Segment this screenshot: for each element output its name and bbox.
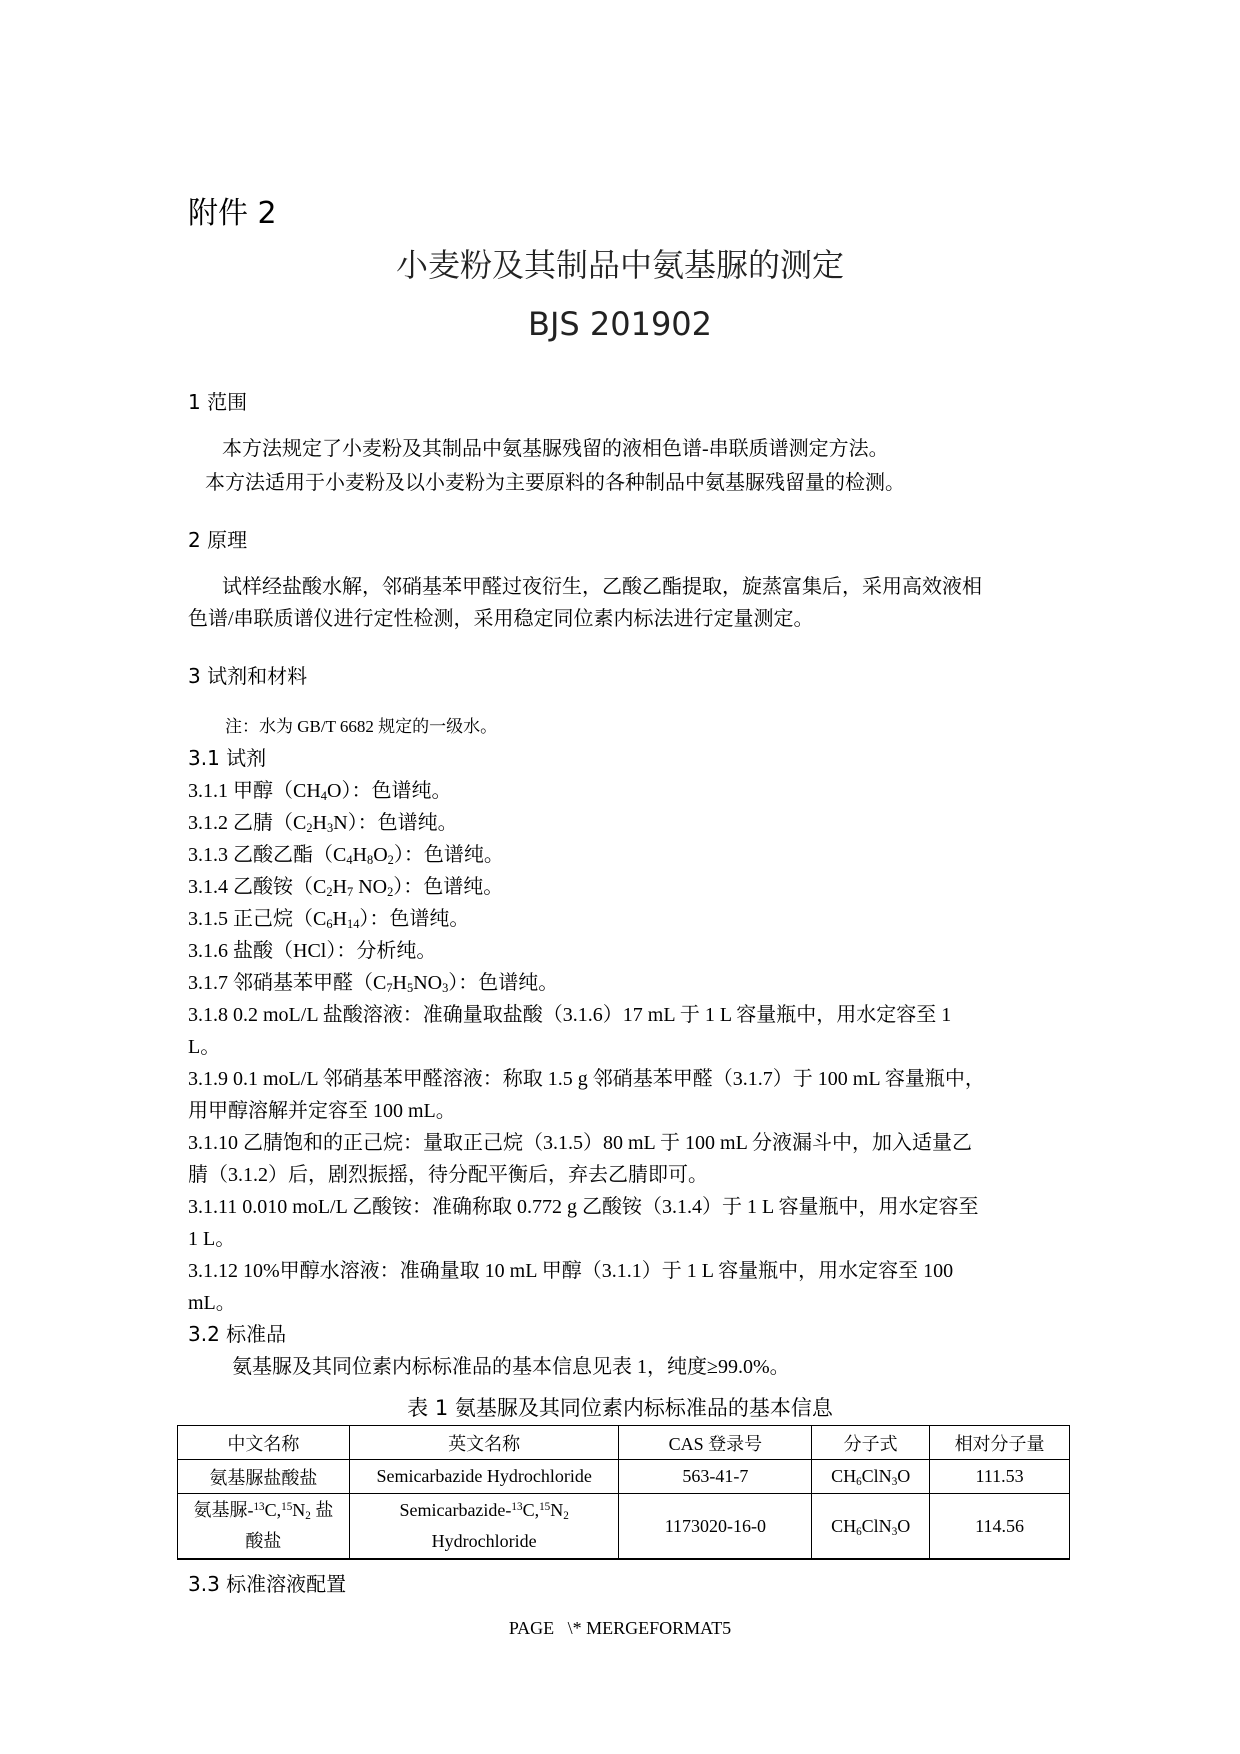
section-3-2-heading: 3.2 标准品 [188, 1322, 287, 1346]
document-title: 小麦粉及其制品中氨基脲的测定 [395, 246, 844, 284]
reagent-3-1-5: 3.1.5 正己烷$(C_6H_{14})$：色谱纯。 [188, 908, 470, 932]
note-text: 水为 GB/T 6682 规定的一级水。 [259, 717, 498, 736]
cell-molecular-weight: 111.53 [930, 1460, 1070, 1494]
section-1-paragraph-2: 本方法适用于小麦粉及以小麦粉为主要原料的各种制品中氨基脲残留量的检测。 [205, 472, 905, 494]
cell-formula: $CH_6ClN_3O$ [812, 1460, 930, 1494]
reagent-3-1-10-line-1: 3.1.10 乙腈饱和的正己烷：量取正己烷（3.1.5）80 mL 于 100 mL 分液漏斗中，加入适量乙 [188, 1132, 973, 1154]
table-header-row [178, 1426, 1070, 1460]
standard-code: BJS 201902 [527, 305, 713, 343]
reagent-3-1-12-line-2: mL。 [188, 1292, 236, 1314]
reagent-3-1-2: 3.1.2 乙腈$(C_2H_3N)$：色谱纯。 [188, 812, 458, 836]
section-2-paragraph-line-1: 试样经盐酸水解，邻硝基苯甲醛过夜衍生，乙酸乙酯提取，旋蒸富集后，采用高效液相 [222, 576, 982, 598]
reagent-3-1-3: 3.1.3 乙酸乙酯$(C_4H_8O_2)$：色谱纯。 [188, 844, 504, 868]
reagent-3-1-1: 3.1.1 甲醇$(CH_4O)$：色谱纯。 [188, 780, 452, 804]
reagent-3-1-9-line-1: 3.1.9 0.1 moL/L 邻硝基苯甲醛溶液：称取 1.5 g 邻硝基苯甲醛（3.1.7）于 100 mL 容量瓶中， [188, 1068, 985, 1090]
water-note [225, 712, 497, 737]
header-english-name: 英文名称 [349, 1426, 619, 1460]
reagent-3-1-7: 3.1.7 邻硝基苯甲醛$(C_7H_5NO_3)$：色谱纯。 [188, 972, 559, 996]
reagent-3-1-4: 3.1.4 乙酸铵（$C_2H_7$ $NO_2$）：色谱纯。 [188, 876, 504, 900]
reagent-3-1-8-line-1: 3.1.8 0.2 moL/L 盐酸溶液：准确量取盐酸（3.1.6）17 mL 于 1 L 容量瓶中，用水定容至 1 [188, 1004, 952, 1026]
reagent-3-1-6: 3.1.6 盐酸（HCl）：分析纯。 [188, 940, 437, 962]
cell-chinese-name: 氨基脲盐酸盐 [178, 1460, 350, 1494]
table-caption: 表 1 氨基脲及其同位素内标标准品的基本信息 [407, 1396, 833, 1420]
cell-english-name: Semicarbazide-$^{13}C,^{15}N_2$ Hydrochloride [349, 1494, 619, 1560]
cell-cas-number: 563-41-7 [619, 1460, 812, 1494]
section-1-paragraph-1: 本方法规定了小麦粉及其制品中氨基脲残留的液相色谱-串联质谱测定方法。 [222, 438, 889, 460]
reagent-3-1-9-line-2: 用甲醇溶解并定容至 100 mL。 [188, 1100, 456, 1122]
section-1-heading: 1 范围 [188, 390, 248, 414]
page-footer: PAGE \* MERGEFORMAT5 [508, 1618, 732, 1638]
header-formula: 分子式 [812, 1426, 930, 1460]
section-3-3-heading: 3.3 标准溶液配置 [188, 1572, 347, 1596]
cell-cas-number: 1173020-16-0 [619, 1494, 812, 1560]
table-row [178, 1460, 1070, 1494]
cell-english-name: Semicarbazide Hydrochloride [349, 1460, 619, 1494]
header-molecular-weight: 相对分子量 [930, 1426, 1070, 1460]
attachment-label: 附件 2 [188, 196, 277, 231]
section-3-1-heading: 3.1 试剂 [188, 746, 267, 770]
note-label: 注： [225, 717, 259, 737]
section-3-heading: 3 试剂和材料 [188, 664, 308, 688]
header-cas-number: CAS 登录号 [619, 1426, 812, 1460]
reagent-3-1-8-line-2: L。 [188, 1036, 221, 1058]
header-chinese-name: 中文名称 [178, 1426, 350, 1460]
cell-formula: $CH_6ClN_3O$ [812, 1494, 930, 1560]
reagent-3-1-11-line-2: 1 L。 [188, 1228, 236, 1250]
reagent-3-1-10-line-2: 腈（3.1.2）后，剧烈振摇，待分配平衡后，弃去乙腈即可。 [188, 1164, 708, 1186]
section-2-heading: 2 原理 [188, 528, 248, 552]
table-row [178, 1494, 1070, 1560]
reagent-3-1-12-line-1: 3.1.12 10%甲醇水溶液：准确量取 10 mL 甲醇（3.1.1）于 1 L 容量瓶中，用水定容至 100 [188, 1260, 954, 1282]
standards-info-table [177, 1425, 1070, 1560]
cell-molecular-weight: 114.56 [930, 1494, 1070, 1560]
cell-chinese-name: 氨基脲$-^{13}C,^{15}N_2$ 盐 酸盐 [178, 1494, 350, 1560]
reagent-3-1-11-line-1: 3.1.11 0.010 moL/L 乙酸铵：准确称取 0.772 g 乙酸铵（3.1.4）于 1 L 容量瓶中，用水定容至 [188, 1196, 979, 1218]
section-3-2-text: 氨基脲及其同位素内标标准品的基本信息见表 1，纯度≥99.0%。 [232, 1356, 790, 1378]
section-2-paragraph-line-2: 色谱/串联质谱仪进行定性检测，采用稳定同位素内标法进行定量测定。 [188, 608, 814, 630]
